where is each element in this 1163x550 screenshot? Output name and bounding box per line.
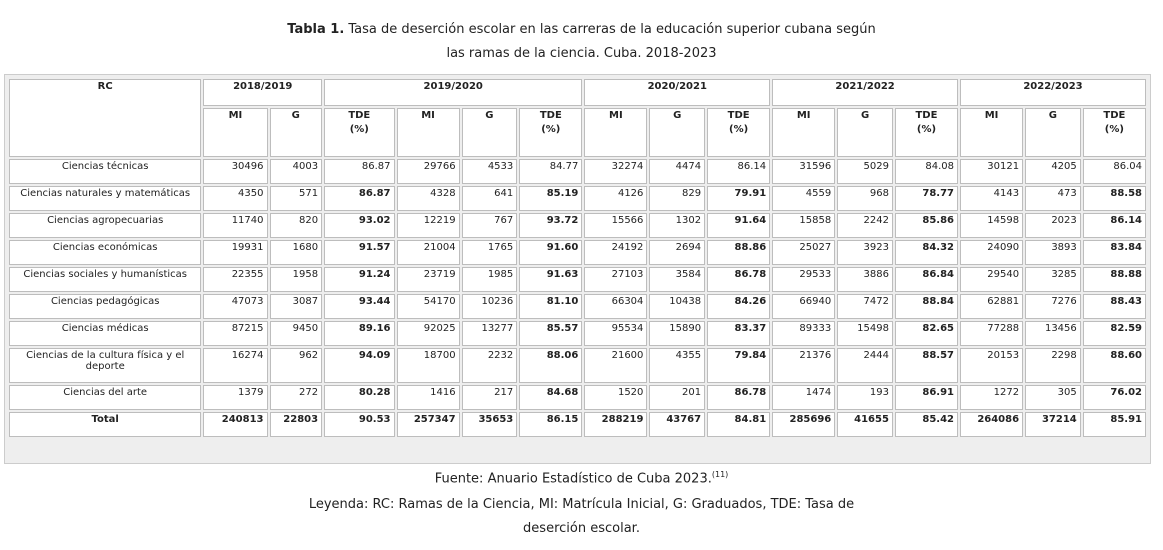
table-cell: 2232 — [462, 348, 518, 383]
caption-label: Tabla 1. — [287, 22, 345, 37]
row-label: Ciencias económicas — [9, 240, 201, 265]
table-cell: 83.37 — [707, 321, 770, 346]
table-cell: 2298 — [1025, 348, 1081, 383]
source-ref: (11) — [711, 470, 729, 479]
table-cell: 86.15 — [519, 412, 582, 437]
table-cell: 829 — [649, 186, 705, 211]
header-year: 2020/2021 — [584, 79, 770, 106]
table-cell: 473 — [1025, 186, 1081, 211]
header-mi: MI — [584, 108, 647, 157]
table-row — [9, 240, 1146, 265]
table-cell: 4143 — [960, 186, 1023, 211]
header-tde-unit: (%) — [541, 124, 561, 136]
table-cell: 21376 — [772, 348, 835, 383]
table-cell: 86.14 — [707, 159, 770, 184]
header-tde-unit: (%) — [349, 124, 369, 136]
header-g: G — [649, 108, 705, 157]
table-cell: 91.63 — [519, 267, 582, 292]
header-tde — [895, 108, 958, 157]
table-cell: 1958 — [270, 267, 323, 292]
table-cell: 2023 — [1025, 213, 1081, 238]
table-cell: 30496 — [203, 159, 267, 184]
table-cell: 20153 — [960, 348, 1023, 383]
table-row — [9, 213, 1146, 238]
table-cell: 66940 — [772, 294, 835, 319]
table-cell: 29533 — [772, 267, 835, 292]
header-tde-label: TDE — [727, 110, 750, 122]
table-cell: 25027 — [772, 240, 835, 265]
table-cell: 82.65 — [895, 321, 958, 346]
table-cell: 84.68 — [519, 385, 582, 410]
table-cell: 87215 — [203, 321, 267, 346]
table-cell: 47073 — [203, 294, 267, 319]
table-caption-line2: las ramas de la ciencia. Cuba. 2018-2023 — [446, 46, 717, 61]
table-cell: 19931 — [203, 240, 267, 265]
table-cell: 93.44 — [324, 294, 394, 319]
row-label: Ciencias médicas — [9, 321, 201, 346]
table-cell: 201 — [649, 385, 705, 410]
table-cell: 4355 — [649, 348, 705, 383]
table-cell: 95534 — [584, 321, 647, 346]
table-cell: 16274 — [203, 348, 267, 383]
row-label: Ciencias del arte — [9, 385, 201, 410]
table-cell: 37214 — [1025, 412, 1081, 437]
table-cell: 93.72 — [519, 213, 582, 238]
header-tde-label: TDE — [348, 110, 371, 122]
table-cell: 15858 — [772, 213, 835, 238]
table-cell: 2242 — [837, 213, 893, 238]
row-label: Ciencias naturales y matemáticas — [9, 186, 201, 211]
header-tde — [519, 108, 582, 157]
table-cell: 84.81 — [707, 412, 770, 437]
table-cell: 7276 — [1025, 294, 1081, 319]
table-cell: 21600 — [584, 348, 647, 383]
table-cell: 84.08 — [895, 159, 958, 184]
table-cell: 23719 — [397, 267, 460, 292]
table-cell: 79.84 — [707, 348, 770, 383]
table-cell: 4474 — [649, 159, 705, 184]
header-mi: MI — [772, 108, 835, 157]
table-cell: 86.04 — [1083, 159, 1146, 184]
table-cell: 240813 — [203, 412, 267, 437]
table-cell: 1985 — [462, 267, 518, 292]
header-tde — [707, 108, 770, 157]
table-row — [9, 159, 1146, 184]
header-mi: MI — [397, 108, 460, 157]
header-year: 2018/2019 — [203, 79, 322, 106]
table-cell: 22355 — [203, 267, 267, 292]
data-table — [7, 77, 1148, 439]
table-cell: 285696 — [772, 412, 835, 437]
table-cell: 7472 — [837, 294, 893, 319]
total-row — [9, 412, 1146, 437]
table-cell: 88.06 — [519, 348, 582, 383]
table-cell: 41655 — [837, 412, 893, 437]
table-cell: 86.87 — [324, 186, 394, 211]
row-label: Ciencias sociales y humanísticas — [9, 267, 201, 292]
header-year: 2021/2022 — [772, 79, 958, 106]
table-cell: 3087 — [270, 294, 323, 319]
source-text: Fuente: Anuario Estadístico de Cuba 2023. — [434, 471, 712, 487]
table-cell: 4350 — [203, 186, 267, 211]
table-cell: 4003 — [270, 159, 323, 184]
table-cell: 89333 — [772, 321, 835, 346]
table-cell: 83.84 — [1083, 240, 1146, 265]
table-cell: 15566 — [584, 213, 647, 238]
table-cell: 820 — [270, 213, 323, 238]
table-cell: 10236 — [462, 294, 518, 319]
header-g: G — [462, 108, 518, 157]
table-row — [9, 385, 1146, 410]
table-cell: 31596 — [772, 159, 835, 184]
row-label: Ciencias técnicas — [9, 159, 201, 184]
table-cell: 84.26 — [707, 294, 770, 319]
table-cell: 66304 — [584, 294, 647, 319]
row-label: Ciencias agropecuarias — [9, 213, 201, 238]
table-cell: 1765 — [462, 240, 518, 265]
table-cell: 84.77 — [519, 159, 582, 184]
table-cell: 86.87 — [324, 159, 394, 184]
table-row — [9, 348, 1146, 383]
table-cell: 767 — [462, 213, 518, 238]
table-cell: 1474 — [772, 385, 835, 410]
table-cell: 90.53 — [324, 412, 394, 437]
table-cell: 30121 — [960, 159, 1023, 184]
header-rc: RC — [9, 79, 201, 157]
table-cell: 3923 — [837, 240, 893, 265]
table-cell: 29540 — [960, 267, 1023, 292]
table-cell: 3886 — [837, 267, 893, 292]
table-cell: 21004 — [397, 240, 460, 265]
table-cell: 13277 — [462, 321, 518, 346]
table-cell: 86.14 — [1083, 213, 1146, 238]
table-cell: 1416 — [397, 385, 460, 410]
table-cell: 18700 — [397, 348, 460, 383]
table-cell: 35653 — [462, 412, 518, 437]
table-cell: 89.16 — [324, 321, 394, 346]
table-cell: 264086 — [960, 412, 1023, 437]
table-cell: 571 — [270, 186, 323, 211]
header-g: G — [270, 108, 323, 157]
table-cell: 24090 — [960, 240, 1023, 265]
table-cell: 77288 — [960, 321, 1023, 346]
table-cell: 86.78 — [707, 267, 770, 292]
table-cell: 91.24 — [324, 267, 394, 292]
header-tde-label: TDE — [1103, 110, 1126, 122]
header-tde-unit: (%) — [916, 124, 937, 136]
table-cell: 15498 — [837, 321, 893, 346]
table-cell: 76.02 — [1083, 385, 1146, 410]
table-cell: 88.60 — [1083, 348, 1146, 383]
table-cell: 82.59 — [1083, 321, 1146, 346]
total-label: Total — [9, 412, 201, 437]
table-cell: 84.32 — [895, 240, 958, 265]
table-cell: 22803 — [270, 412, 323, 437]
table-cell: 88.43 — [1083, 294, 1146, 319]
table-row — [9, 321, 1146, 346]
table-cell: 92025 — [397, 321, 460, 346]
table-cell: 43767 — [649, 412, 705, 437]
table-cell: 4205 — [1025, 159, 1081, 184]
table-cell: 88.86 — [707, 240, 770, 265]
table-cell: 88.58 — [1083, 186, 1146, 211]
table-cell: 13456 — [1025, 321, 1081, 346]
table-cell: 193 — [837, 385, 893, 410]
header-tde — [1083, 108, 1146, 157]
table-cell: 4533 — [462, 159, 518, 184]
header-g: G — [1025, 108, 1081, 157]
table-cell: 4328 — [397, 186, 460, 211]
table-cell: 305 — [1025, 385, 1081, 410]
table-cell: 9450 — [270, 321, 323, 346]
table-cell: 85.86 — [895, 213, 958, 238]
table-cell: 11740 — [203, 213, 267, 238]
table-cell: 85.91 — [1083, 412, 1146, 437]
table-row — [9, 267, 1146, 292]
header-tde-label: TDE — [539, 110, 562, 122]
table-cell: 88.84 — [895, 294, 958, 319]
table-cell: 1379 — [203, 385, 267, 410]
table-cell: 86.91 — [895, 385, 958, 410]
table-cell: 1520 — [584, 385, 647, 410]
table-cell: 93.02 — [324, 213, 394, 238]
header-tde-unit: (%) — [1104, 124, 1124, 136]
table-cell: 217 — [462, 385, 518, 410]
legend-line2: deserción escolar. — [523, 521, 640, 536]
table-cell: 88.88 — [1083, 267, 1146, 292]
table-cell: 4559 — [772, 186, 835, 211]
row-label: Ciencias pedagógicas — [9, 294, 201, 319]
table-cell: 1272 — [960, 385, 1023, 410]
table-cell: 12219 — [397, 213, 460, 238]
table-cell: 62881 — [960, 294, 1023, 319]
source-note — [0, 470, 1163, 486]
table-cell: 85.19 — [519, 186, 582, 211]
table-cell: 1302 — [649, 213, 705, 238]
table-cell: 86.78 — [707, 385, 770, 410]
table-cell: 54170 — [397, 294, 460, 319]
table-cell: 32274 — [584, 159, 647, 184]
legend-line1: Leyenda: RC: Ramas de la Ciencia, MI: Matrícula Inicial, G: Graduados, TDE: Tasa de — [308, 497, 855, 512]
table-cell: 10438 — [649, 294, 705, 319]
table-cell: 91.57 — [324, 240, 394, 265]
table-cell: 2694 — [649, 240, 705, 265]
table-cell: 85.57 — [519, 321, 582, 346]
table-cell: 1680 — [270, 240, 323, 265]
table-cell: 272 — [270, 385, 323, 410]
table-cell: 24192 — [584, 240, 647, 265]
header-tde — [324, 108, 394, 157]
table-cell: 81.10 — [519, 294, 582, 319]
header-year: 2019/2020 — [324, 79, 582, 106]
table-cell: 3285 — [1025, 267, 1081, 292]
table-cell: 5029 — [837, 159, 893, 184]
header-tde-unit: (%) — [729, 124, 749, 136]
header-mi: MI — [960, 108, 1023, 157]
table-cell: 91.60 — [519, 240, 582, 265]
table-cell: 86.84 — [895, 267, 958, 292]
table-cell: 288219 — [584, 412, 647, 437]
table-cell: 14598 — [960, 213, 1023, 238]
table-cell: 91.64 — [707, 213, 770, 238]
table-cell: 78.77 — [895, 186, 958, 211]
table-cell: 3584 — [649, 267, 705, 292]
table-cell: 257347 — [397, 412, 460, 437]
header-year: 2022/2023 — [960, 79, 1146, 106]
table-cell: 27103 — [584, 267, 647, 292]
table-cell: 79.91 — [707, 186, 770, 211]
table-cell: 641 — [462, 186, 518, 211]
table-row — [9, 186, 1146, 211]
table-cell: 80.28 — [324, 385, 394, 410]
header-tde-label: TDE — [915, 110, 938, 122]
row-label: Ciencias de la cultura física y el deporte — [9, 348, 201, 383]
table-cell: 15890 — [649, 321, 705, 346]
table-row — [9, 294, 1146, 319]
table-cell: 2444 — [837, 348, 893, 383]
table-cell: 29766 — [397, 159, 460, 184]
table-cell: 94.09 — [324, 348, 394, 383]
table-cell: 3893 — [1025, 240, 1081, 265]
table-cell: 962 — [270, 348, 323, 383]
table-caption — [0, 22, 1163, 37]
header-mi: MI — [203, 108, 267, 157]
table-cell: 968 — [837, 186, 893, 211]
table-cell: 85.42 — [895, 412, 958, 437]
header-g: G — [837, 108, 893, 157]
table-cell: 4126 — [584, 186, 647, 211]
table-cell: 88.57 — [895, 348, 958, 383]
caption-line1: Tasa de deserción escolar en las carreras de la educación superior cubana según — [344, 22, 876, 37]
